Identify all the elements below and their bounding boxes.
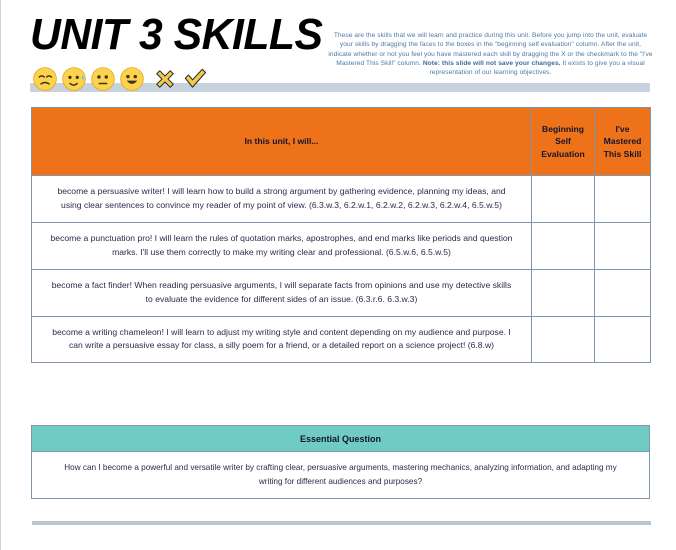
table-row <box>32 269 651 316</box>
skills-table <box>31 107 651 363</box>
skills-table-head <box>32 108 651 176</box>
beginning-evaluation-dropzone[interactable] <box>532 176 595 223</box>
table-row <box>32 176 651 223</box>
essential-question-body-row <box>32 452 650 499</box>
happy-face-emoji[interactable] <box>119 66 145 92</box>
mastered-skill-dropzone[interactable] <box>595 176 651 223</box>
skill-description: become a persuasive writer! I will learn how to build a strong argument by gathering evidence, planning my ideas, and using clear sentences to convince my reader of my point of view. (6.3.w.3, 6.2.w.1, 6.2.w.2, 6.2.w.3, 6.2.w.4, 6.5.w.5) <box>32 176 532 223</box>
table-row <box>32 222 651 269</box>
skills-table-header-row <box>32 108 651 176</box>
page-title: UNIT 3 SKILLS <box>30 10 323 59</box>
essential-question-text: How can I become a powerful and versatile writer by crafting clear, persuasive arguments, mastering mechanics, analyzing information, and adapting my writing for different audiences and purposes? <box>32 452 650 499</box>
instructions-part-1: These are the skills that we will learn and practice during this unit. Before you jump into the unit, evaluate your skills by dragging the faces to the boxes in the "beginning self evaluation" column. After the unit, indicate whether or not you feel you have mastered each skill by dragging the X or the checkmark to the "I've Mastered This Skill" column. <box>328 32 653 68</box>
beginning-evaluation-dropzone[interactable] <box>532 222 595 269</box>
mastered-skill-dropzone[interactable] <box>595 269 651 316</box>
column-header-beginning: Beginning Self Evaluation <box>532 108 595 176</box>
beginning-evaluation-dropzone[interactable] <box>532 269 595 316</box>
column-header-skill: In this unit, I will... <box>32 108 532 176</box>
x-mark-icon[interactable] <box>153 67 177 91</box>
beginning-evaluation-dropzone[interactable] <box>532 316 595 363</box>
instructions-text <box>328 31 653 78</box>
essential-question-title: Essential Question <box>32 426 650 452</box>
neutral-face-emoji[interactable] <box>90 66 116 92</box>
mastered-skill-dropzone[interactable] <box>595 316 651 363</box>
essential-question-table <box>31 425 650 499</box>
checkmark-icon[interactable] <box>182 66 208 92</box>
table-row <box>32 316 651 363</box>
instructions-note: Note: this slide will not save your changes. <box>422 60 561 68</box>
column-header-mastered: I've Mastered This Skill <box>595 108 651 176</box>
sad-face-emoji[interactable] <box>32 66 58 92</box>
skill-description: become a fact finder! When reading persuasive arguments, I will separate facts from opinions and use my detective skills to evaluate the evidence for different sides of an issue. (6.3.r.6. 6.3.w.3) <box>32 269 532 316</box>
skill-description: become a writing chameleon! I will learn to adjust my writing style and content depending on my audience and purpose. I can write a persuasive essay for class, a silly poem for a friend, or a detailed report on a science project! (6.8.w) <box>32 316 532 363</box>
essential-question-shadow <box>32 521 651 525</box>
emoji-toolbar <box>32 64 208 94</box>
worried-sweat-face-emoji[interactable] <box>61 66 87 92</box>
instructions-part-2: It exists to give you a visual representation of our learning objectives. <box>429 60 645 77</box>
essential-question-header-row <box>32 426 650 452</box>
slide-header <box>1 0 676 100</box>
skills-table-body <box>32 176 651 363</box>
mastered-skill-dropzone[interactable] <box>595 222 651 269</box>
skill-description: become a punctuation pro! I will learn the rules of quotation marks, apostrophes, and end marks like periods and question marks. I'll use them correctly to make my writing clear and professional. (6.5.w.6, 6.5.w.5) <box>32 222 532 269</box>
